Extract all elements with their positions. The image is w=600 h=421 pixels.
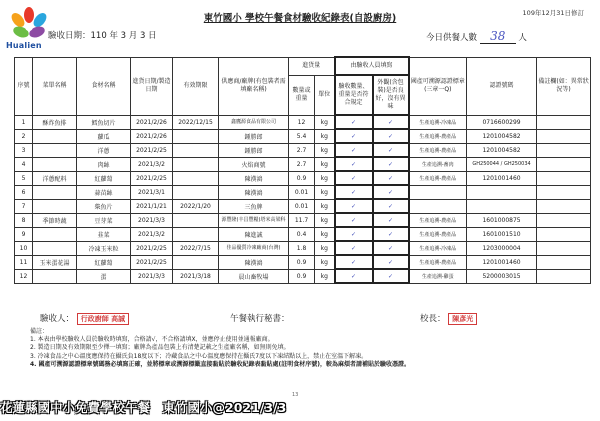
row-expiry [173,255,219,269]
row-qty: 12 [289,115,315,129]
row-remark [537,143,591,157]
row-remark [537,213,591,227]
row-supplier: 鑫鷹源食品有限公司 [219,115,289,129]
row-inspect-pkg: ✓ [373,115,409,129]
row-supplier: 陳漢鴻 [219,185,289,199]
row-inspect-qty: ✓ [335,255,373,269]
meal-count: 今日供餐人數 38 人 [426,29,527,43]
row-qty: 0.9 [289,269,315,283]
row-unit: kg [315,185,335,199]
row-ingredient: 紅蘿蔔 [77,171,131,185]
row-cert [409,199,467,213]
table-row [15,129,591,143]
row-cert: 生產追溯-農產品 [409,129,467,143]
row-qty: 2.7 [289,143,315,157]
row-inspect-qty: ✓ [335,129,373,143]
row-supplier: 鍾勝郎 [219,143,289,157]
logo-text: Hualien [6,41,42,50]
header-date: 進貨日期/製造日期 [131,57,173,115]
table-row [15,171,591,185]
row-date: 2021/2/25 [131,171,173,185]
row-unit: kg [315,143,335,157]
row-date: 2021/1/21 [131,199,173,213]
header-expiry: 有效期限 [173,57,219,115]
secretary-signature: 午餐執行秘書： [230,314,290,324]
row-qty: 0.9 [289,171,315,185]
row-dish [33,143,77,157]
row-cert: 生產追溯-農產品 [409,227,467,241]
row-ingredient: 豆芽菜 [77,213,131,227]
row-inspect-pkg: ✓ [373,157,409,171]
row-expiry [173,213,219,227]
note-line: 2. 製造日期及有效期限至少擇一填寫；廠牌為產品包裝上有清楚記載之生產廠名稱，如無則免填。 [30,344,290,352]
row-inspect-pkg: ✓ [373,269,409,283]
row-expiry: 2021/3/18 [173,269,219,283]
row-cert-no [467,185,537,199]
row-ingredient: 蛋 [77,269,131,283]
row-qty: 2.7 [289,157,315,171]
row-supplier: 陳漢鴻 [219,255,289,269]
row-cert: 生產追溯-農產品 [409,143,467,157]
row-unit: kg [315,199,335,213]
row-cert-no: 1201001460 [467,171,537,185]
table-row [15,143,591,157]
row-date: 2021/2/26 [131,115,173,129]
row-dish [33,129,77,143]
row-dish [33,269,77,283]
row-remark [537,269,591,283]
header-qty: 數量或重量 [289,75,315,115]
note-line: 備註： [30,328,49,335]
row-cert: 生產追溯-農產品 [409,255,467,269]
row-cert: 生產追溯-冷凍品 [409,241,467,255]
row-supplier: 三魚牌 [219,199,289,213]
row-expiry [173,129,219,143]
note-line: 3. 冷凍食品之中心溫度應保持在攝氏負18度以下；冷藏食品之中心溫度應保持在攝氏7度以下凍結點以上，禁止在室溫下解凍。 [30,352,368,360]
row-seq: 4 [15,157,33,171]
notes [30,328,590,369]
row-unit: kg [315,255,335,269]
table-row [15,241,591,255]
row-inspect-qty: ✓ [335,115,373,129]
row-unit: kg [315,269,335,283]
row-expiry [173,227,219,241]
row-inspect-pkg: ✓ [373,199,409,213]
table-row [15,157,591,171]
page-title: 東竹國小 學校午餐食材驗收紀錄表(自設廚房) [203,13,397,24]
row-inspect-qty: ✓ [335,213,373,227]
row-inspect-pkg: ✓ [373,241,409,255]
row-ingredient: 韭菜 [77,227,131,241]
row-cert: 生產追溯-農產品 [409,171,467,185]
row-seq: 5 [15,171,33,185]
row-expiry [173,157,219,171]
row-date: 2021/2/25 [131,255,173,269]
row-date: 2021/2/25 [131,143,173,157]
row-remark [537,185,591,199]
row-seq: 11 [15,255,33,269]
row-supplier: 源豐隆(丰昌豐糧)塔米高梁科 [219,213,289,227]
row-cert-no: 1201004582 [467,143,537,157]
row-expiry [173,143,219,157]
row-inspect-pkg: ✓ [373,171,409,185]
row-dish [33,199,77,213]
row-inspect-qty: ✓ [335,185,373,199]
row-cert-no: 0716600299 [467,115,537,129]
row-expiry: 2022/7/15 [173,241,219,255]
row-expiry [173,185,219,199]
principal-signature: 校長： 陳彥光 [420,312,477,324]
header-remark: 備註欄(如：異常狀況等) [537,57,591,115]
row-date: 2021/3/1 [131,185,173,199]
row-cert-no: GH250044 / GH250034 [467,157,537,171]
row-dish [33,241,77,255]
row-remark [537,255,591,269]
row-unit: kg [315,171,335,185]
footer-caption: 花蓮縣國中小免費學校午餐 東竹國小@2021/3/3 [0,400,287,415]
row-ingredient: 冷凍玉米粒 [77,241,131,255]
row-date: 2021/3/2 [131,227,173,241]
row-supplier: 陳漢鴻 [219,171,289,185]
row-cert: 生產追溯-農產品 [409,213,467,227]
note-line: 1. 本表由學校驗收人員於驗收時填寫，合格請√，不合格請填X，並應停止使用並通報廠商。 [30,336,274,344]
row-inspect-pkg: ✓ [373,129,409,143]
row-unit: kg [315,227,335,241]
row-remark [537,241,591,255]
row-unit: kg [315,115,335,129]
row-cert-no: 1201001460 [467,255,537,269]
row-dish: 玉米蛋花湯 [33,255,77,269]
row-inspect-qty: ✓ [335,143,373,157]
inspection-date: 驗收日期：110 年 3 月 3 日 [48,31,157,41]
row-ingredient: 洋蔥 [77,143,131,157]
row-cert-no: 1601001510 [467,227,537,241]
row-cert-no: 1203000004 [467,241,537,255]
row-remark [537,157,591,171]
row-dish [33,157,77,171]
header-intake: 進貨量 [289,57,335,75]
row-ingredient: 肉絲 [77,157,131,171]
row-qty: 0.01 [289,185,315,199]
header-ingredient: 食材名稱 [77,57,131,115]
row-dish: 酥炸魚排 [33,115,77,129]
table-row [15,213,591,227]
row-cert-no [467,199,537,213]
row-unit: kg [315,213,335,227]
row-seq: 1 [15,115,33,129]
row-date: 2021/2/26 [131,129,173,143]
row-remark [537,199,591,213]
page-number: 13 [292,392,299,398]
row-seq: 10 [15,241,33,255]
row-ingredient: 蒜苗絲 [77,185,131,199]
row-ingredient: 紅蘿蔔 [77,255,131,269]
row-dish: 季節時蔬 [33,213,77,227]
inspector-signature: 驗收人： 行政廚師 高誠 [40,312,129,324]
table-row [15,269,591,283]
row-ingredient: 鱈魚切片 [77,115,131,129]
row-unit: kg [315,241,335,255]
table-row [15,199,591,213]
header-inspect-group: 由驗收人員填寫 [335,57,409,75]
row-cert-no: 1601000875 [467,213,537,227]
row-inspect-pkg: ✓ [373,255,409,269]
table-row [15,115,591,129]
row-expiry [173,171,219,185]
row-inspect-qty: ✓ [335,227,373,241]
row-remark [537,115,591,129]
meal-count-value: 38 [480,29,516,44]
row-cert: 生產追溯-雞蛋 [409,269,467,283]
row-seq: 2 [15,129,33,143]
row-seq: 6 [15,185,33,199]
row-cert-no: 1201004582 [467,129,537,143]
header-seq: 序號 [15,57,33,115]
table-row [15,255,591,269]
row-inspect-pkg: ✓ [373,227,409,241]
row-seq: 12 [15,269,33,283]
row-dish [33,185,77,199]
row-supplier: 晨山畜牧場 [219,269,289,283]
row-qty: 11.7 [289,213,315,227]
inspection-table [14,56,591,284]
row-qty: 0.01 [289,199,315,213]
principal-stamp: 陳彥光 [448,313,477,325]
row-date: 2021/2/25 [131,241,173,255]
row-supplier: 佳品優質冷凍廠商(台灣) [219,241,289,255]
row-inspect-qty: ✓ [335,171,373,185]
row-supplier: 火焰商號 [219,157,289,171]
row-dish [33,227,77,241]
row-inspect-qty: ✓ [335,269,373,283]
header-inspect-qty: 驗收數量、重量是否符合規定 [335,75,373,115]
row-qty: 1.8 [289,241,315,255]
row-inspect-pkg: ✓ [373,143,409,157]
row-seq: 8 [15,213,33,227]
row-seq: 7 [15,199,33,213]
row-remark [537,129,591,143]
note-line: 4. 國產可溯源認證標章號碼務必填寫正確，並將標章或溯源標籤直接黏貼於驗收紀錄表黏貼處(註明食材序號)，較為麻煩者請補貼於驗收憑證。 [30,360,411,368]
row-remark [537,171,591,185]
row-unit: kg [315,129,335,143]
row-inspect-qty: ✓ [335,241,373,255]
row-date: 2021/3/3 [131,269,173,283]
row-supplier: 鍾勝郎 [219,129,289,143]
row-inspect-pkg: ✓ [373,185,409,199]
header-inspect-pkg: 外觀(含包裝)是否良好，沒有異味 [373,75,409,115]
row-qty: 0.9 [289,255,315,269]
inspector-stamp: 行政廚師 高誠 [77,313,129,325]
row-cert: 生產追溯-畜肉 [409,157,467,171]
row-remark [537,227,591,241]
header-unit: 單位 [315,75,335,115]
row-cert: 生產追溯-冷凍品 [409,115,467,129]
row-cert [409,185,467,199]
header-supplier: 供應商/廠牌(有包裝者需填廠名稱) [219,57,289,115]
row-unit: kg [315,157,335,171]
row-supplier: 陳進誠 [219,227,289,241]
row-inspect-qty: ✓ [335,157,373,171]
row-expiry: 2022/1/20 [173,199,219,213]
row-ingredient: 柴魚片 [77,199,131,213]
header-dish: 菜單名稱 [33,57,77,115]
header-cert-no: 認證號碼 [467,57,537,115]
row-date: 2021/3/2 [131,157,173,171]
revision-date: 109年12月31日修訂 [522,9,584,17]
table-row [15,227,591,241]
row-seq: 9 [15,227,33,241]
row-qty: 0.4 [289,227,315,241]
table-row [15,185,591,199]
row-cert-no: 5200003015 [467,269,537,283]
row-inspect-pkg: ✓ [373,213,409,227]
row-date: 2021/3/3 [131,213,173,227]
row-dish: 洋蔥配料 [33,171,77,185]
row-qty: 5.4 [289,129,315,143]
header-cert: 國產可溯源認證標章(三章一Q) [409,57,467,115]
row-expiry: 2022/12/15 [173,115,219,129]
row-inspect-qty: ✓ [335,199,373,213]
row-ingredient: 蘿瓜 [77,129,131,143]
row-seq: 3 [15,143,33,157]
